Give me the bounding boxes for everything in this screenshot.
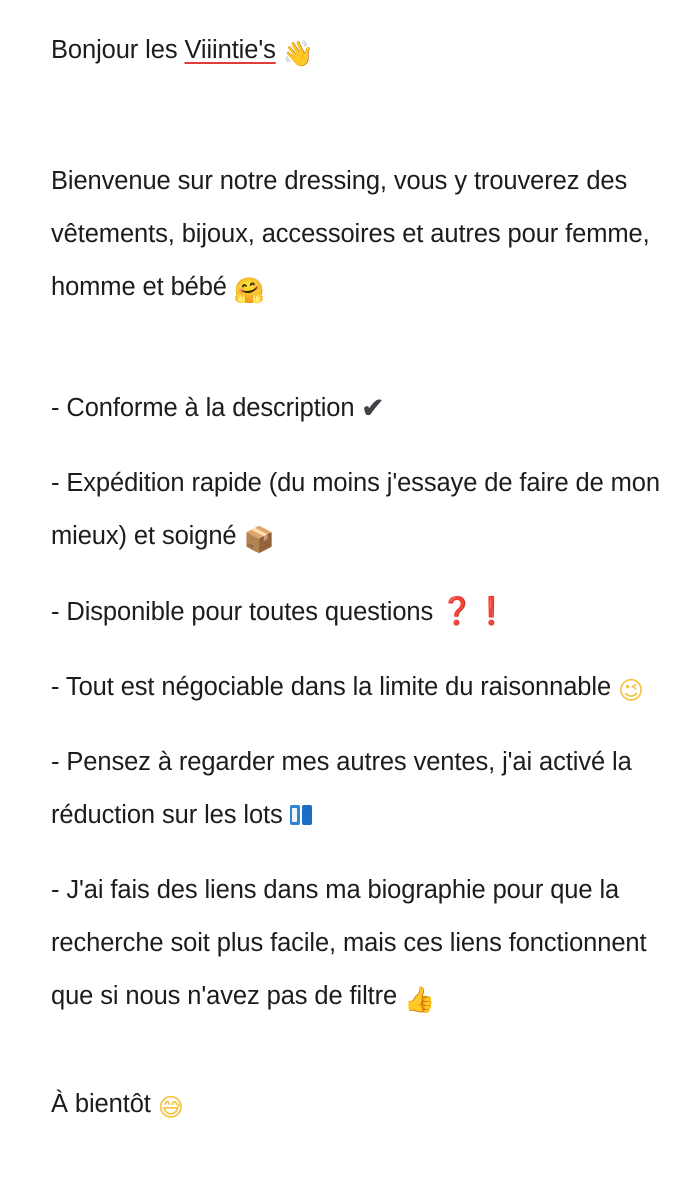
package-icon: 📦: [243, 525, 275, 554]
list-item-text: - Disponible pour toutes questions: [51, 598, 441, 626]
greeting-prefix: Bonjour les: [51, 36, 185, 64]
list-item: [51, 864, 660, 1023]
list-item-text: - Expédition rapide (du moins j'essaye de faire de mon mieux) et soigné: [51, 469, 660, 550]
bullet-list: [51, 382, 660, 1023]
heavy-check-mark-icon: ✔: [361, 393, 384, 423]
grinning-face-with-sweat-icon: 😅: [157, 1093, 184, 1122]
list-item: [51, 382, 660, 435]
shop-name: Viiintie's: [184, 36, 276, 64]
list-item-text: - Conforme à la description: [51, 394, 362, 422]
red-question-mark-icon: ❓: [440, 596, 475, 626]
winking-face-icon: 😉: [618, 676, 644, 705]
closing-line: [51, 1078, 660, 1131]
closing-text: À bientôt: [51, 1090, 158, 1118]
hugging-face-icon: 🤗: [233, 276, 265, 305]
thumbs-up-icon: 👍: [404, 985, 436, 1014]
intro-paragraph: [51, 155, 660, 314]
red-exclamation-mark-icon: ❗: [474, 596, 509, 626]
list-item-text: - Pensez à regarder mes autres ventes, j'ai activé la réduction sur les lots: [51, 748, 632, 829]
list-item-text: - Tout est négociable dans la limite du raisonnable: [51, 673, 619, 701]
intro-text: Bienvenue sur notre dressing, vous y trouverez des vêtements, bijoux, accessoires et autres pour femme, homme et bébé: [51, 167, 650, 301]
list-item: [51, 585, 660, 639]
waving-hand-icon: 👋: [282, 39, 314, 68]
books-icon: [290, 803, 316, 827]
list-item: [51, 457, 660, 563]
greeting-suffix: [276, 36, 283, 64]
list-item: [51, 661, 660, 714]
greeting-line: [51, 24, 660, 77]
list-item-text: - J'ai fais des liens dans ma biographie pour que la recherche soit plus facile, mais ces liens fonctionnent que si nous n'avez pas de filtre: [51, 876, 647, 1010]
list-item: [51, 736, 660, 842]
spacer: [51, 1023, 660, 1078]
spacer: [51, 314, 660, 382]
spacer: [51, 77, 660, 155]
